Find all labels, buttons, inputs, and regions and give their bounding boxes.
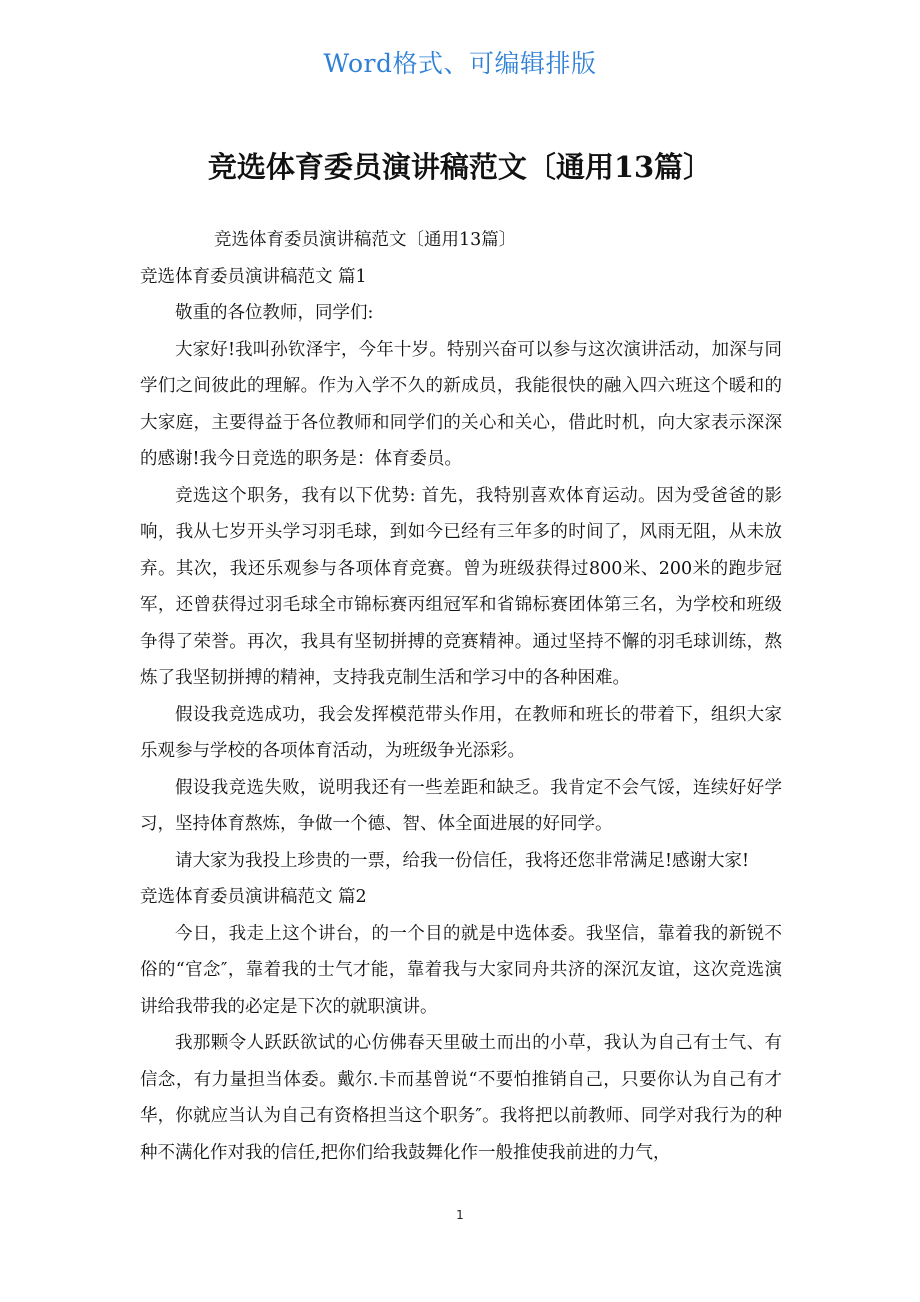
word-format-banner: Word格式、可编辑排版 [323, 49, 597, 78]
paragraph: 我那颗令人跃跃欲试的心仿佛春天里破土而出的小草，我认为自己有士气、有信念，有力量担当体委。戴尔.卡而基曾说“不要怕推销自己，只要你认为自己有才华，你就应当认为自己有资格担当这个职务″。我将把以前教师、同学对我行为的种种不满化作对我的信任,把你们给我鼓舞化作一般推使我前进的力气， [140, 1033, 782, 1163]
paragraph: 敬重的各位教师，同学们: [175, 303, 374, 323]
document-body [140, 222, 782, 1171]
paragraph: 大家好!我叫孙钦泽宇，今年十岁。特别兴奋可以参与这次演讲活动，加深与同学们之间彼此的理解。作为入学不久的新成员，我能很快的融入四六班这个暖和的大家庭，主要得益于各位教师和同学们的关心和关心，借此时机，向大家表示深深的感谢!我今日竞选的职务是：体育委员。 [140, 339, 782, 469]
section-heading-1: 竞选体育委员演讲稿范文 篇1 [140, 266, 367, 287]
document-subtitle: 竞选体育委员演讲稿范文〔通用13篇〕 [214, 230, 517, 250]
paragraph: 请大家为我投上珍贵的一票，给我一份信任，我将还您非常满足!感谢大家! [175, 850, 750, 871]
section-heading-2: 竞选体育委员演讲稿范文 篇2 [140, 887, 367, 907]
document-title: 竞选体育委员演讲稿范文〔通用13篇〕 [207, 150, 713, 184]
paragraph: 假设我竞选失败，说明我还有一些差距和缺乏。我肯定不会气馁，连续好好学习，坚持体育熬炼，争做一个德、智、体全面进展的好同学。 [140, 777, 782, 834]
paragraph: 竞选这个职务，我有以下优势: 首先，我特别喜欢体育运动。因为受爸爸的影响，我从七岁开头学习羽毛球，到如今已经有三年多的时间了，风雨无阻，从未放弃。其次，我还乐观参与各项体育竞赛。曾为班级获得过800米、200米的跑步冠军，还曾获得过羽毛球全市锦标赛丙组冠军和省锦标赛团体第三名，为学校和班级争得了荣誉。再次，我具有坚韧拼搏的竞赛精神。通过坚持不懈的羽毛球训练，熬炼了我坚韧拼搏的精神，支持我克制生活和学习中的各种困难。 [140, 485, 782, 688]
paragraph: 假设我竞选成功，我会发挥模范带头作用，在教师和班长的带着下，组织大家乐观参与学校的各项体育活动，为班级争光添彩。 [140, 704, 782, 761]
page-number: 1 [456, 1208, 464, 1222]
paragraph: 今日，我走上这个讲台，的一个目的就是中选体委。我坚信，靠着我的新锐不俗的“官念″，靠着我的士气才能，靠着我与大家同舟共济的深沉友谊，这次竞选演讲给我带我的必定是下次的就职演讲。 [140, 923, 782, 1017]
